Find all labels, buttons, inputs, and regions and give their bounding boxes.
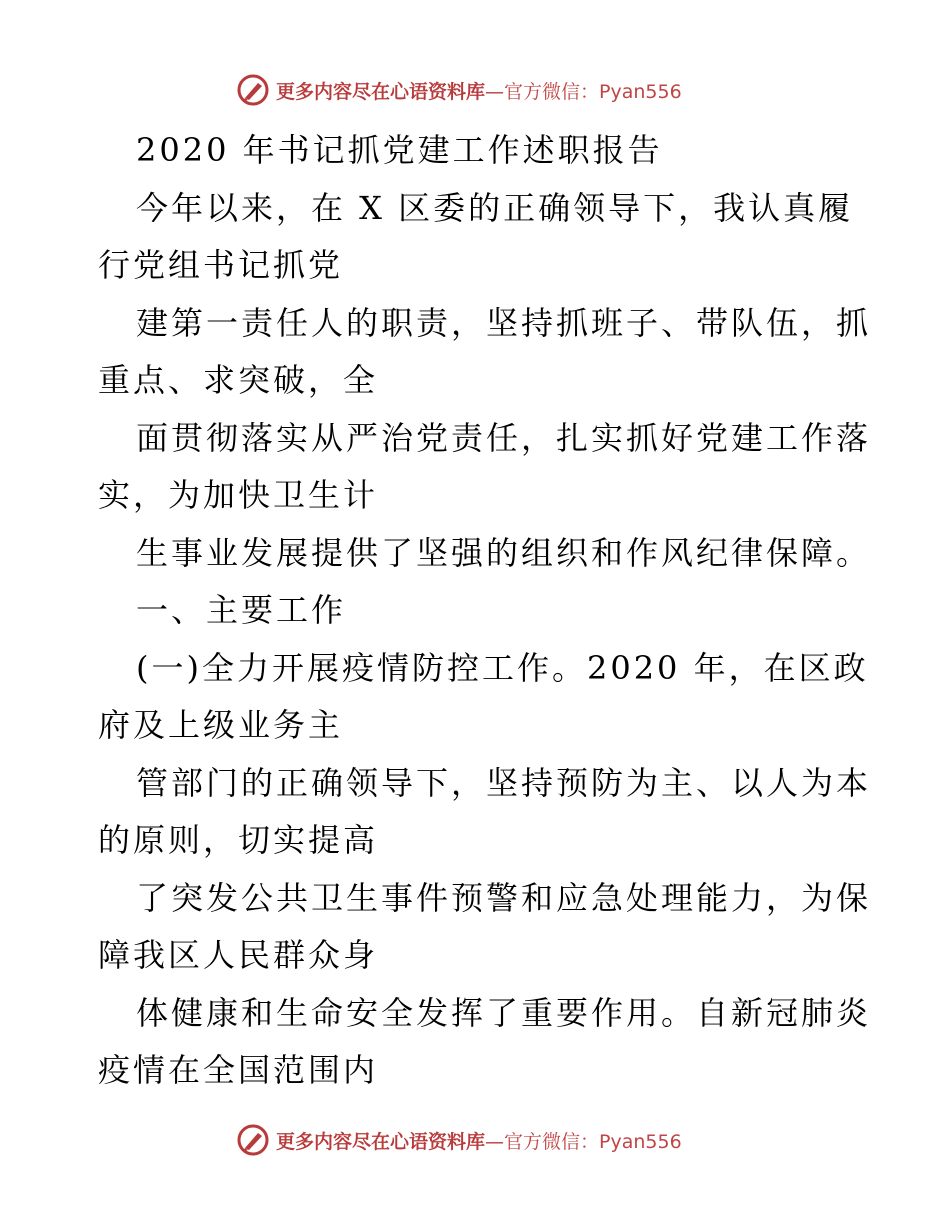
watermark-suffix: 官方微信：Pyan556 bbox=[504, 1130, 682, 1153]
pen-logo-icon bbox=[236, 1123, 270, 1157]
text-line: 疫情在全国范围内 bbox=[98, 1051, 379, 1089]
text-line: 实，为加快卫生计 bbox=[98, 476, 379, 514]
text-line: 今年以来，在 X 区委的正确领导下，我认真履 bbox=[136, 188, 854, 227]
text-line: 了突发公共卫生事件预警和应急处理能力，为保 bbox=[136, 878, 872, 917]
watermark-text bbox=[276, 1127, 682, 1154]
watermark-suffix: 官方微信：Pyan556 bbox=[504, 80, 682, 103]
document-title: 2020 年书记抓党建工作述职报告 bbox=[136, 131, 663, 169]
text-line: 面贯彻落实从严治党责任，扎实抓好党建工作落 bbox=[136, 418, 872, 457]
watermark-banner-top bbox=[236, 72, 756, 108]
text-line: 体健康和生命安全发挥了重要作用。自新冠肺炎 bbox=[136, 993, 872, 1032]
text-line: (一)全力开展疫情防控工作。2020 年，在区政 bbox=[136, 648, 869, 687]
watermark-separator: — bbox=[485, 1130, 505, 1153]
text-line: 重点、求突破，全 bbox=[98, 361, 379, 399]
watermark-separator: — bbox=[485, 80, 505, 103]
text-line: 管部门的正确领导下，坚持预防为主、以人为本 bbox=[136, 763, 872, 802]
pen-logo-icon bbox=[236, 73, 270, 107]
text-line: 生事业发展提供了坚强的组织和作风纪律保障。 bbox=[136, 533, 872, 572]
text-line: 障我区人民群众身 bbox=[98, 936, 379, 974]
text-line: 一、主要工作 bbox=[136, 591, 347, 629]
watermark-text bbox=[276, 77, 682, 104]
watermark-main: 更多内容尽在心语资料库 bbox=[276, 80, 486, 103]
document-body bbox=[98, 122, 888, 1100]
text-line: 建第一责任人的职责，坚持抓班子、带队伍，抓 bbox=[136, 303, 872, 342]
text-line: 府及上级业务主 bbox=[98, 706, 344, 744]
watermark-banner-bottom bbox=[236, 1122, 756, 1158]
watermark-main: 更多内容尽在心语资料库 bbox=[276, 1130, 486, 1153]
text-line: 行党组书记抓党 bbox=[98, 246, 344, 284]
text-line: 的原则，切实提高 bbox=[98, 821, 379, 859]
